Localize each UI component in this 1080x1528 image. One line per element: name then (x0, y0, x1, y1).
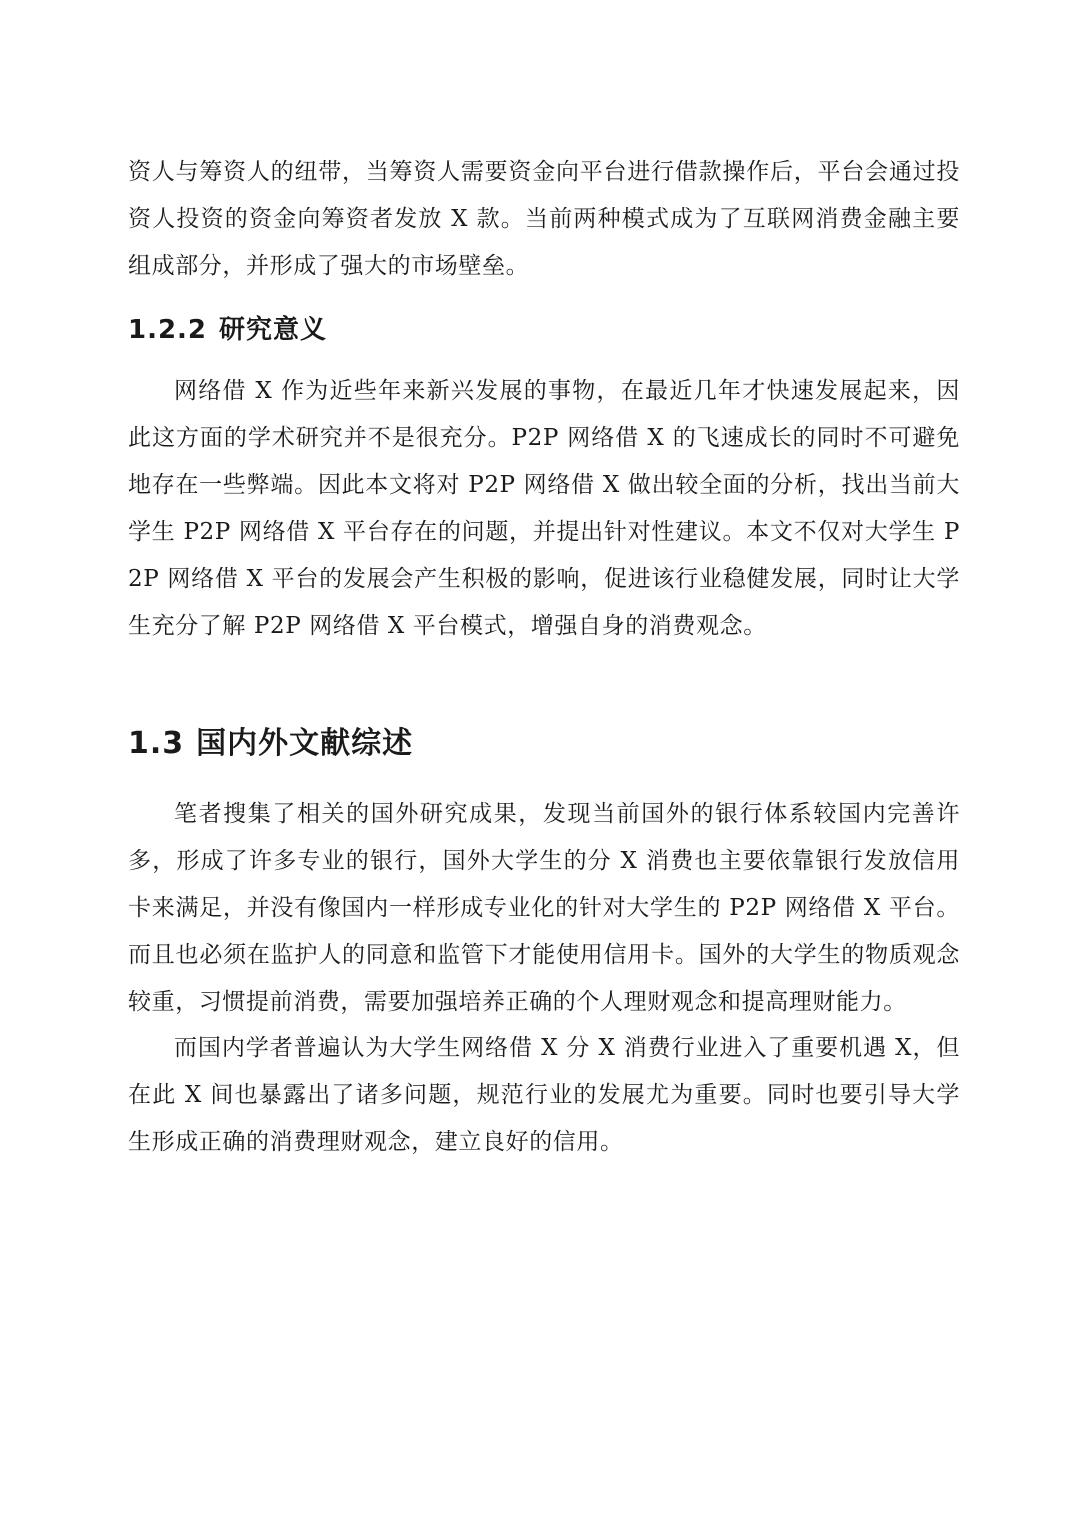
section-title: 国内外文献综述 (196, 726, 414, 761)
section-number: 1.2.2 (128, 315, 208, 345)
section-number: 1.3 (128, 726, 185, 761)
section-title: 研究意义 (219, 315, 328, 345)
paragraph-foreign-research: 笔者搜集了相关的国外研究成果，发现当前国外的银行体系较国内完善许多，形成了许多专业的银行，国外大学生的分 X 消费也主要依靠银行发放信用卡来满足，并没有像国内一样形成专业化的针对大学生的 P2P 网络借 X 平台。而且也必须在监护人的同意和监管下才能使用信用卡。国外的大学生的物质观念较重，习惯提前消费，需要加强培养正确的个人理财观念和提高理财能力。 (128, 801, 960, 1015)
section-heading-1-2-2 (128, 310, 960, 350)
section-heading-1-3 (128, 722, 960, 766)
paragraph-research-significance: 网络借 X 作为近些年来新兴发展的事物，在最近几年才快速发展起来，因此这方面的学术研究并不是很充分。P2P 网络借 X 的飞速成长的同时不可避免地存在一些弊端。因此本文将对 P2P 网络借 X 做出较全面的分析，找出当前大学生 P2P 网络借 X 平台存在的问题，并提出针对性建议。本文不仅对大学生 P2P 网络借 X 平台的发展会产生积极的影响，促进该行业稳健发展，同时让大学生充分了解 P2P 网络借 X 平台模式，增强自身的消费观念。 (128, 378, 960, 639)
paragraph-platform-models: 资人与筹资人的纽带，当筹资人需要资金向平台进行借款操作后，平台会通过投资人投资的资金向筹资者发放 X 款。当前两种模式成为了互联网消费金融主要组成部分，并形成了强大的市场壁垒。 (128, 159, 960, 279)
paragraph-domestic-research: 而国内学者普遍认为大学生网络借 X 分 X 消费行业进入了重要机遇 X，但在此 X 间也暴露出了诸多问题，规范行业的发展尤为重要。同时也要引导大学生形成正确的消费理财观念，建立良好的信用。 (128, 1035, 960, 1155)
